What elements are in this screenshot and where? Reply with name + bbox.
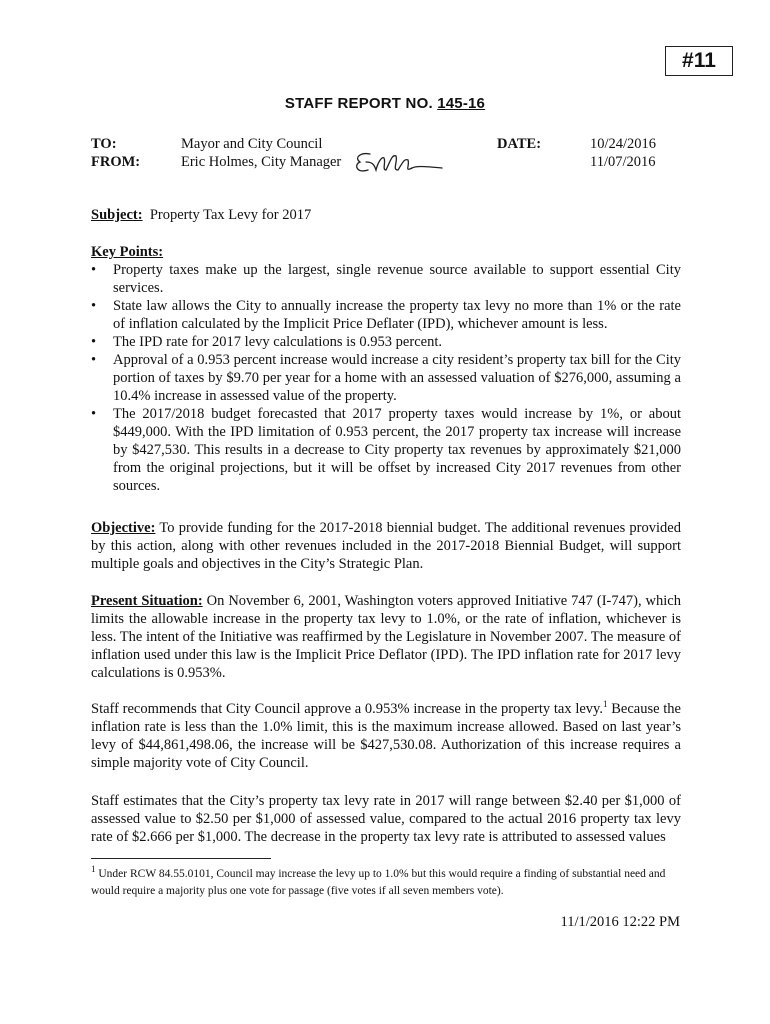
key-points-list [91,261,681,495]
list-item: • State law allows the City to annually increase the property tax levy no more than 1% or the rate of inflation calculated by the Implicit Price Deflater (IPD), whichever amount is less. [91,298,681,332]
bullet-icon: • [91,334,97,350]
list-item: • The IPD rate for 2017 levy calculations is 0.953 percent. [91,334,442,350]
footnote-divider [91,858,271,859]
from-value: Eric Holmes, City Manager [181,154,342,170]
footnote [91,866,681,900]
to-value: Mayor and City Council [181,136,323,152]
present-situation-label: Present Situation: [91,593,203,609]
bullet-icon: • [91,352,97,368]
objective-paragraph [91,519,681,573]
estimate-paragraph: Staff estimates that the City’s property tax levy rate in 2017 will range between $2.40 per $1,000 of assessed value to $2.50 per $1,000 of assessed value, compared to the actual 2016 property tax levy rate of $2.666 per $1,000. The decrease in the property tax levy rate is attributed to assessed values [91,793,681,845]
list-item: • The 2017/2018 budget forecasted that 2017 property taxes would increase by 1%, or about $449,000. With the IPD limitation of 0.953 percent, the 2017 property tax increase will increase by $427,530. This results in a decrease to City property tax revenues by approximately $21,000 from the original projections, but it will be offset by increased City 2017 revenues from other sources. [91,406,681,494]
date-label: DATE: [497,136,542,152]
subject-label: Subject: [91,207,143,223]
objective-text: To provide funding for the 2017-2018 biennial budget. The additional revenues provided by this action, along with other revenues included in the 2017-2018 Biennial Budget, will support multiple goals and objectives in the City’s Strategic Plan. [91,520,681,572]
bullet-icon: • [91,262,97,278]
report-title-prefix: STAFF REPORT NO. [284,95,433,112]
report-number: 145-16 [437,95,486,112]
date-value-1: 10/24/2016 [590,136,657,152]
recommendation-text-continued: Because the inflation rate is less than the 1.0% limit, this is the maximum increase allowed. Based on last year’s levy of $44,861,498.06, the increase will be $427,530.08. Authorization of this increase requires a simple majority vote of City Council. [91,701,681,771]
date-value-2: 11/07/2016 [590,154,656,170]
footnote-mark: 1 [91,864,96,875]
key-points-label: Key Points: [91,244,164,260]
to-label: TO: [91,136,117,152]
print-timestamp: 11/1/2016 12:22 PM [560,914,680,930]
objective-label: Objective: [91,520,156,536]
signature-icon [352,148,444,180]
list-item: • Approval of a 0.953 percent increase would increase a city resident’s property tax bill for the City portion of taxes by $9.70 per year for a home with an assessed valuation of $276,000, assuming a 10.4% increase in assessed value of the property. [91,352,681,404]
subject-line [91,206,681,224]
list-item: • Property taxes make up the largest, single revenue source available to support essential City services. [91,262,681,296]
present-situation-text: On November 6, 2001, Washington voters approved Initiative 747 (I-747), which limits the allowable increase in the property tax levy to 1.0%, or the rate of inflation, whichever is less. The intent of the Initiative was reaffirmed by the Legislature in November 2007. The measure of inflation used under this law is the Implicit Price Deflator (IPD). The IPD inflation rate for 2017 levy calculations is 0.953%. [91,593,681,681]
report-title [0,95,770,112]
recommendation-text: Staff recommends that City Council approve a 0.953% increase in the property tax levy. [91,701,603,717]
from-label: FROM: [91,154,141,170]
bullet-icon: • [91,298,97,314]
footnote-text: Under RCW 84.55.0101, Council may increase the levy up to 1.0% but this would require a finding of substantial need and would require a majority plus one vote for passage (five votes if all seven members vote). [91,868,666,897]
agenda-item-badge: #11 [665,46,733,76]
present-situation-paragraph [91,592,681,682]
bullet-icon: • [91,406,97,422]
key-points-section [91,243,681,495]
footnote-reference: 1 [603,699,608,710]
recommendation-paragraph [91,700,681,772]
subject-text: Property Tax Levy for 2017 [149,207,312,223]
